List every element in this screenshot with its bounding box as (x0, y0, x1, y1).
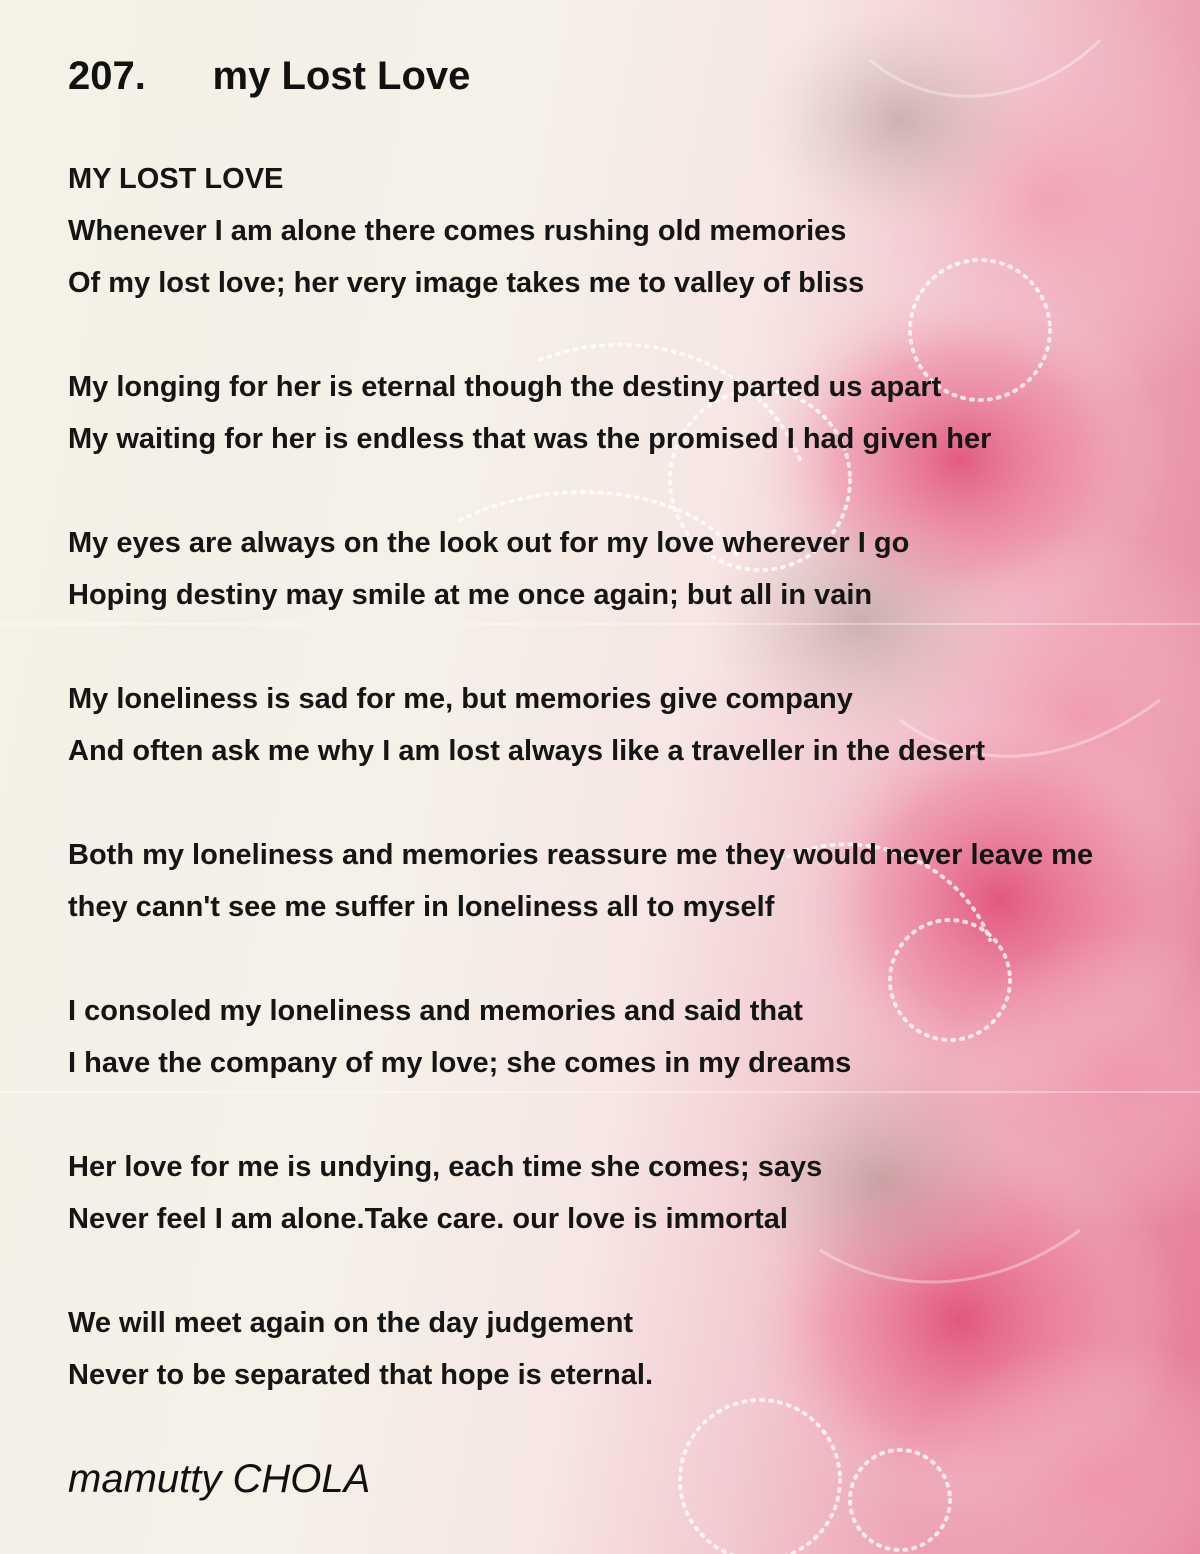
stanza-break (68, 465, 1200, 517)
poem-line: I consoled my loneliness and memories and said that (68, 995, 803, 1027)
poem-body (68, 153, 1200, 1401)
poem-line: We will meet again on the day judgement (68, 1307, 634, 1339)
poem-line: My loneliness is sad for me, but memories give company (68, 683, 853, 715)
poem-line: I have the company of my love; she comes in my dreams (68, 1047, 852, 1079)
stanza-break (68, 777, 1200, 829)
poem-title: 207. my Lost Love (68, 54, 471, 98)
poem-line: Both my loneliness and memories reassure me they would never leave me (68, 839, 1094, 871)
stanza-break (68, 933, 1200, 985)
poem-line: My eyes are always on the look out for my love wherever I go (68, 527, 910, 559)
stanza-break (68, 621, 1200, 673)
stanza-break (68, 309, 1200, 361)
poem-line: MY LOST LOVE (68, 163, 284, 195)
stanza-break (68, 1089, 1200, 1141)
poem-line: Never feel I am alone.Take care. our love is immortal (68, 1203, 788, 1235)
poem-line: My waiting for her is endless that was the promised I had given her (68, 423, 992, 455)
poem-author: mamutty CHOLA (68, 1457, 371, 1501)
stanza-break (68, 1245, 1200, 1297)
poem-line: Whenever I am alone there comes rushing old memories (68, 215, 847, 247)
poem-line: Hoping destiny may smile at me once again; but all in vain (68, 579, 873, 611)
poem-line: they cann't see me suffer in loneliness all to myself (68, 891, 775, 923)
poem-line: Of my lost love; her very image takes me to valley of bliss (68, 267, 865, 299)
poem-line: And often ask me why I am lost always like a traveller in the desert (68, 735, 986, 767)
poem-line: My longing for her is eternal though the destiny parted us apart (68, 371, 942, 403)
poem-line: Never to be separated that hope is eternal. (68, 1359, 654, 1391)
poem-line: Her love for me is undying, each time she comes; says (68, 1151, 823, 1183)
